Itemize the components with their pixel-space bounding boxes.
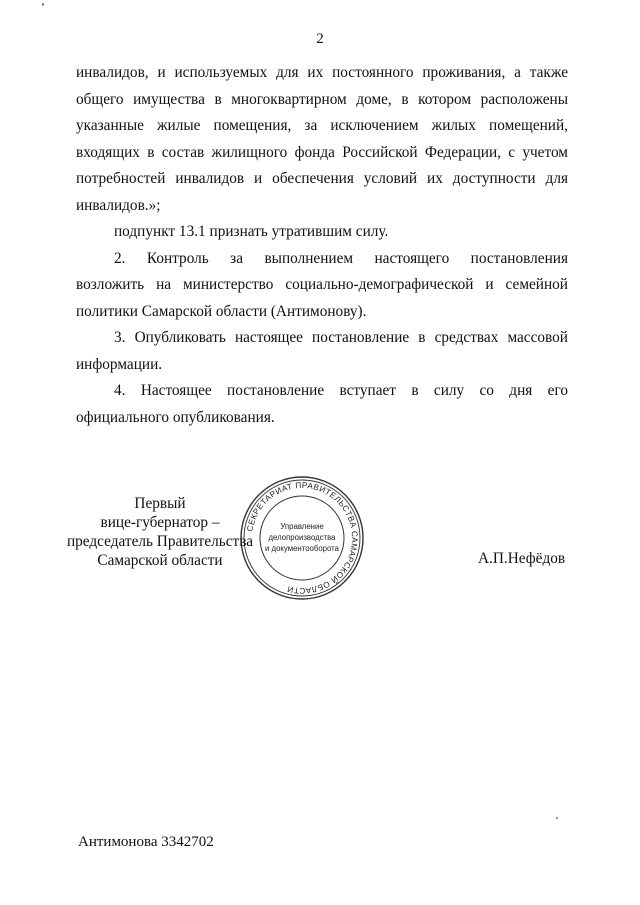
stamp-inner-line: Управление xyxy=(280,522,324,531)
text-line: политики Самарской области (Антимонову). xyxy=(76,302,367,320)
executor-contact: Антимонова 3342702 xyxy=(78,834,214,850)
stamp-inner-line: и документооборота xyxy=(265,544,339,553)
signer-title-line: вице-губернатор – xyxy=(100,514,220,531)
signer-name: А.П.Нефёдов xyxy=(478,550,566,567)
text-line: инвалидов.»; xyxy=(76,196,161,214)
text-line: 4. Настоящее постановление вступает в силу со дня его xyxy=(114,382,568,399)
text-line: 3. Опубликовать настоящее постановление в средствах массовой xyxy=(114,329,568,346)
text-line: 2. Контроль за выполнением настоящего постановления xyxy=(114,249,568,267)
text-line: информации. xyxy=(76,355,163,373)
scan-speck xyxy=(42,3,44,6)
text-line: возложить на министерство социально-демографической и семейной xyxy=(76,276,568,293)
body-text xyxy=(76,60,568,431)
text-line: потребностей инвалидов и обеспечения условий их доступности для xyxy=(76,170,568,187)
scan-speck xyxy=(556,817,558,819)
signer-title-line: Самарской области xyxy=(97,552,223,569)
text-line: подпункт 13.1 признать утратившим силу. xyxy=(114,223,389,240)
text-line: указанные жилые помещения, за исключением жилых помещений, xyxy=(76,117,568,134)
text-line: инвалидов, и используемых для их постоянного проживания, а также xyxy=(76,64,568,81)
signer-title-line: председатель Правительства xyxy=(66,533,254,550)
text-line: входящих в состав жилищного фонда Российской Федерации, с учетом xyxy=(76,143,568,161)
text-line: официального опубликования. xyxy=(76,408,275,426)
stamp-outer-text: СЕКРЕТАРИАТ ПРАВИТЕЛЬСТВА САМАРСКОЙ ОБЛАСТИ xyxy=(245,480,360,596)
text-line: общего имущества в многоквартирном доме, в котором расположены xyxy=(76,90,568,108)
signer-title-line: Первый xyxy=(134,495,186,512)
page-number: 2 xyxy=(316,31,324,47)
stamp-inner-line: делопроизводства xyxy=(268,533,336,542)
signature-block xyxy=(50,494,270,570)
